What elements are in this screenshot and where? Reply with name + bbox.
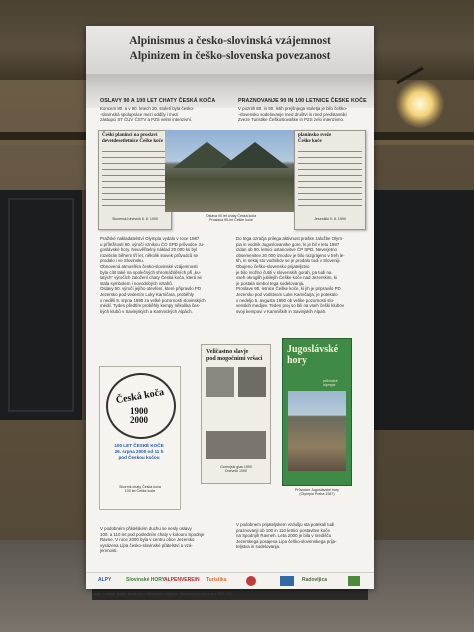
text-line (102, 187, 168, 188)
text-line (298, 187, 362, 188)
text-line (298, 151, 362, 152)
newspaper-clipping-left (98, 130, 172, 230)
sponsor-logo-turistika: Turistika (206, 577, 227, 583)
poster-credits: Autor: Ladislav Jirásek, spolupráce s Miroslavem Ceplíkem. Všechna práva vyhrazena. PSS 2019 (94, 592, 233, 596)
clipping-right-heading: planinsko sveže Češke koče (298, 133, 332, 144)
sponsor-logo-radovljica: Radovljica (302, 577, 328, 583)
newspaper-clipping-right (294, 130, 366, 230)
right-outro-text: V podobnem prijateljskem vzdušju sta potekali tudi praznovanji ob 100 in 110 letnici postavitve koče na Spodnjih Ravneh. Leta 2000 je bila v središču Jezerskega posajena Lipa češko-slovenskega prija- teljstva in sodelovanja. (236, 522, 337, 550)
text-line (102, 199, 168, 200)
jubilee-caption: Sborník chaty Česká koča 100 let Češke koče (119, 485, 161, 494)
text-line (298, 175, 362, 176)
article-photo (238, 367, 266, 397)
right-section-heading: PRAZNOVANJE 90 IN 100 LETNICE ČESKE KOČE (238, 98, 367, 104)
article-photo (206, 431, 266, 459)
sponsor-badge-green (348, 576, 360, 586)
left-section-heading: OSLAVY 90 A 100 LET CHATY ČESKÁ KOČA (100, 98, 216, 104)
text-line (298, 193, 362, 194)
text-line (298, 157, 362, 158)
right-intro-text: V poznih 80. in 90. letih prejšnjega stoletja je bilo češko- -slovensko sodelovanje med društvi in med predstavniki Zveze Turistike Češkoslovaške in PZS zelo intenzivno. (238, 106, 348, 123)
text-line (298, 169, 362, 170)
sponsor-logo-alpenverein: ALPENVEREIN (164, 577, 200, 583)
guidebook-publisher: průvodce olympia (323, 379, 338, 387)
left-body-text: Pražské nakladatelství Olympia vydalo v roce 1987 u příležitosti 90. výročí vznikou ČO SPD průvodce Ju- goslávské hory. Neuvěřitelný náklad 20 000 ks byl rozebrán během tří let, několik stovek průvodců se prodalo i ve Slovinsku. Obnovená atmosféra česko-slovinské vzájemnosti byla cítit také na společných shromážděních při „ku- latých“ výročích založení chaty Česká koča, která se stala symbolem i novodobých vztahů. Oslavy 90. výročí jejího otevření, které připravilo PD Jezersko pod vedením Luky Karničara, proběhly v neděli 5. srpna 1990 za velké pozornosti slovinských médií. Tyden předtím proběhly kempy několika čes- kých klubů v Savinjských a Kamnických Alpách. (100, 236, 206, 314)
guidebook-mountain-photo (288, 391, 346, 471)
clipping-left-caption: Slovenski dnevnik 6. 8. 1990 (112, 217, 158, 221)
text-line (102, 169, 168, 170)
article-caption: Gorenjski glas 1990 Dnevnik 1990 (220, 465, 252, 474)
exhibition-poster (86, 26, 374, 596)
wall-lamp (396, 80, 444, 128)
guidebook-title: Jugoslávské hory (287, 344, 339, 366)
text-line (102, 205, 168, 206)
jubilee-logo-card (99, 366, 181, 510)
photo-caption: Oslava 90 let chaty Česká koča Proslava 90-let Češke koče (205, 214, 257, 223)
left-intro-text: Koncem 80. a v 90. letech 20. století byla česko- -slovinská spolupráce mezi oddíly i mezi zástupci ST ČÚV ČSTV a PZS velmi intenzivní. (100, 106, 195, 123)
sponsor-badge-red (246, 576, 256, 586)
text-line (102, 151, 168, 152)
door-frame (8, 198, 74, 412)
mountain-shape (221, 142, 289, 168)
text-line (102, 175, 168, 176)
event-crowd-photo (165, 130, 297, 212)
text-line (102, 157, 168, 158)
right-glass-door (366, 190, 474, 430)
sponsor-logo-alpy: ALPY (98, 577, 112, 583)
article-photo (206, 367, 234, 397)
jubilee-logo-years: 1900 2000 (130, 406, 148, 425)
text-line (102, 181, 168, 182)
jubilee-logo-title: Česká koča (115, 386, 165, 407)
right-body-text: Do tega ozračja prilega aktivnost praške založbe Olym- pia in vodnik Jugoslovanske gore, ki je bil v letu 1987 izdan ob 90. letnici ustanovitve ČP SPD. Neverjetno obsemenitev 20 000 izvodov je bilo razgrajeno v treh le- tih, in nekaj sto vodnikov se je prodalo tudi v Sloveniji. Obujeno češko-slovensko prijateljstvo je bilo možno čutiti v slovenskih gorah, pa tudi na vseh okroglih jubilejih Češke koče nad Jezerskim, ki je postala simbol tega sodelovanja. Proslave 90. letnice Češke koče, ki jih je pripravilo PD Jezersko pod vodstvom Luke Karničarja, je potekalo v nedeljo 5. avgusta 1990 ob velike pozornosti slo- venskih medijev. Teden prej so bili na vseh češki klubov svoji kempovi v Kamniških in Savinjskih Alpah. (236, 236, 345, 314)
poster-title-slovene: Alpinizem in češko-slovenska povezanost (129, 50, 331, 62)
guidebook-cover (282, 338, 352, 486)
text-line (298, 163, 362, 164)
article-headline: Veličastno slavje pod mogočnimi vršaci (206, 349, 263, 362)
sponsor-badge-blue (280, 576, 294, 586)
clipping-right-caption: Jeseniški 9. 8. 1990 (314, 217, 346, 221)
guidebook-caption: Průvodce Jugoslávské hory (Olympia Praha 1987) (295, 488, 339, 497)
text-line (298, 199, 362, 200)
clipping-left-heading: Češki planinci na proslavi devetdesetletnice Češke koče (102, 133, 164, 144)
sponsor-logo-hory: Slovinské HORY (126, 577, 165, 583)
jubilee-subtitle: 100 LET ČESKÉ KOČE 26. srpna 2000 od 11 h pod Českou kočou (114, 443, 164, 460)
left-outro-text: V podobném přátelském duchu se nesly oslavy 100. a 110 let pod posledním chaty v kolouru Spodnje Ravne. V roce 2000 byla v centru obce Jezersko vysázena Lípa česko-slovinské přátelství a vzá- jemnosti. (100, 526, 205, 554)
text-line (298, 205, 362, 206)
poster-title-czech: Alpinismus a česko-slovinská vzájemnost (129, 35, 331, 47)
text-line (102, 163, 168, 164)
newspaper-article-velicastno (201, 344, 271, 484)
left-glass-door (0, 190, 86, 420)
text-line (298, 181, 362, 182)
text-line (102, 193, 168, 194)
